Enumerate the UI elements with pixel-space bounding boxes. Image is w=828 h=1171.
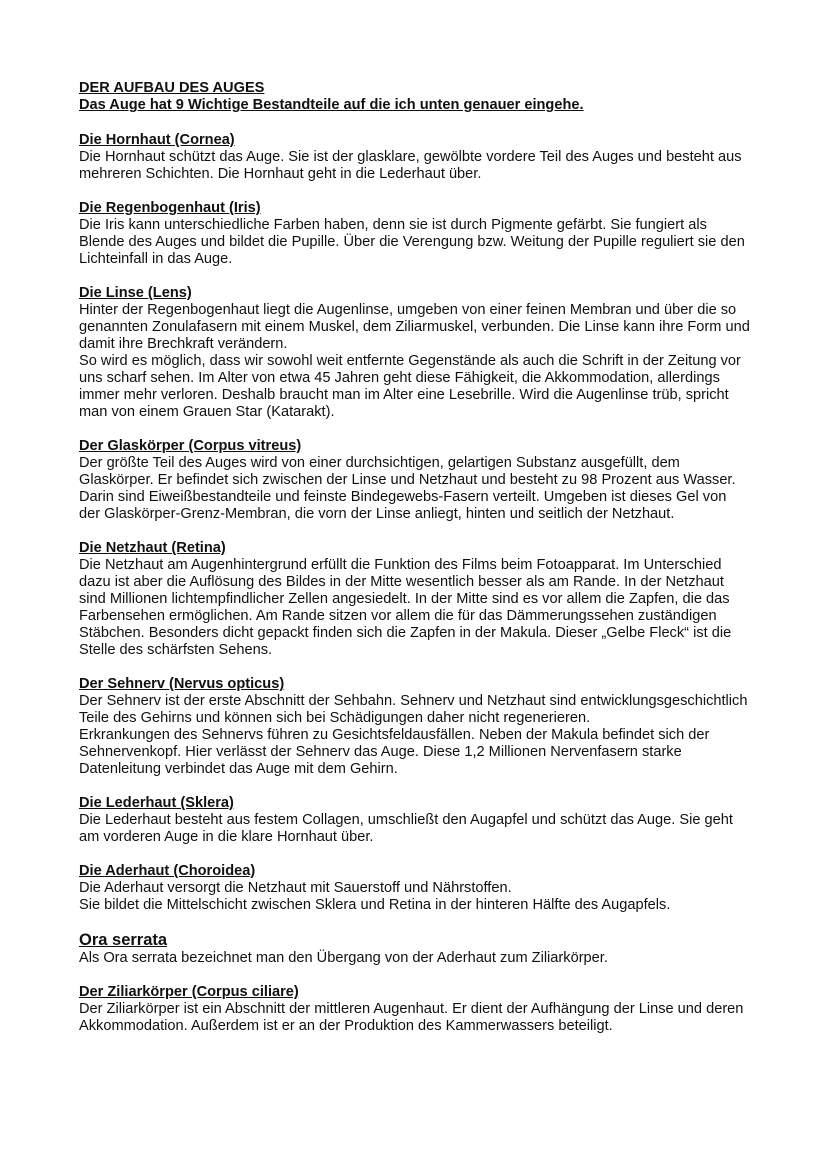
section-hornhaut: [79, 132, 751, 183]
section-paragraph: Die Lederhaut besteht aus festem Collagen, umschließt den Augapfel und schützt das Auge. Sie geht am vorderen Auge in die klare Hornhaut über.: [79, 812, 733, 845]
section-heading: Die Linse (Lens): [79, 285, 192, 301]
document-title: DER AUFBAU DES AUGES: [79, 80, 265, 96]
section-heading: Der Glaskörper (Corpus vitreus): [79, 438, 302, 454]
section-ziliarkoerper: [79, 984, 751, 1035]
section-paragraph: Als Ora serrata bezeichnet man den Übergang von der Aderhaut zum Ziliarkörper.: [79, 950, 608, 966]
section-paragraph: Erkrankungen des Sehnervs führen zu Gesichtsfeldausfällen. Neben der Makula befindet sich der Sehnervenkopf. Hier verlässt der Sehnerv das Auge. Diese 1,2 Millionen Nervenfasern starke Datenleitung verbindet das Auge mit dem Gehirn.: [79, 727, 710, 777]
section-heading: Der Sehnerv (Nervus opticus): [79, 676, 285, 692]
section-paragraph: Der Ziliarkörper ist ein Abschnitt der mittleren Augenhaut. Er dient der Aufhängung der Linse und deren Akkommodation. Außerdem ist er an der Produktion des Kammerwassers beteiligt.: [79, 1001, 744, 1034]
section-lederhaut: [79, 795, 751, 846]
section-heading: Der Ziliarkörper (Corpus ciliare): [79, 984, 299, 1000]
section-regenbogenhaut: [79, 200, 751, 268]
section-heading: Ora serrata: [79, 931, 168, 949]
section-netzhaut: [79, 540, 751, 659]
section-heading: Die Hornhaut (Cornea): [79, 132, 235, 148]
section-paragraph: Die Hornhaut schützt das Auge. Sie ist der glasklare, gewölbte vordere Teil des Auges und besteht aus mehreren Schichten. Die Hornhaut geht in die Lederhaut über.: [79, 149, 742, 182]
section-ora-serrata: [79, 931, 751, 967]
section-paragraph: Die Iris kann unterschiedliche Farben haben, denn sie ist durch Pigmente gefärbt. Sie fungiert als Blende des Auges und bildet die Pupille. Über die Verengung bzw. Weitung der Pupille reguliert sie den Lichteinfall in das Auge.: [79, 217, 745, 267]
document-page: [79, 80, 751, 1052]
section-linse: [79, 285, 751, 421]
document-subtitle: Das Auge hat 9 Wichtige Bestandteile auf die ich unten genauer eingehe.: [79, 97, 584, 113]
section-sehnerv: [79, 676, 751, 778]
section-heading: Die Lederhaut (Sklera): [79, 795, 234, 811]
section-heading: Die Netzhaut (Retina): [79, 540, 226, 556]
section-paragraph: Der Sehnerv ist der erste Abschnitt der Sehbahn. Sehnerv und Netzhaut sind entwicklungsgeschichtlich Teile des Gehirns und können sich bei Schädigungen daher nicht regenerieren.: [79, 693, 748, 726]
section-paragraph: Die Netzhaut am Augenhintergrund erfüllt die Funktion des Films beim Fotoapparat. Im Unterschied dazu ist aber die Auflösung des Bildes in der Mitte wesentlich besser als am Rande. In der Netzhaut sind Millionen lichtempfindlicher Zellen angesiedelt. In der Mitte sind es vor allem die Zapfen, die das Farbensehen ermöglichen. Am Rande sitzen vor allem die für das Dämmerungssehen zuständigen Stäbchen. Besonders dicht gepackt finden sich die Zapfen in der Makula. Dieser „Gelbe Fleck“ ist die Stelle des schärfsten Sehens.: [79, 557, 732, 658]
section-heading: Die Regenbogenhaut (Iris): [79, 200, 261, 216]
section-paragraph: Sie bildet die Mittelschicht zwischen Sklera und Retina in der hinteren Hälfte des Augapfels.: [79, 897, 671, 913]
section-paragraph: Hinter der Regenbogenhaut liegt die Augenlinse, umgeben von einer feinen Membran und über die so genannten Zonulafasern mit einem Muskel, dem Ziliarmuskel, verbunden. Die Linse kann ihre Form und damit ihre Brechkraft verändern.: [79, 302, 750, 352]
section-heading: Die Aderhaut (Choroidea): [79, 863, 256, 879]
section-paragraph: So wird es möglich, dass wir sowohl weit entfernte Gegenstände als auch die Schrift in der Zeitung vor uns scharf sehen. Im Alter von etwa 45 Jahren geht diese Fähigkeit, die Akkommodation, allerdings immer mehr verloren. Deshalb braucht man im Alter eine Lesebrille. Wird die Augenlinse trüb, spricht man von einem Grauen Star (Katarakt).: [79, 353, 741, 420]
section-paragraph: Die Aderhaut versorgt die Netzhaut mit Sauerstoff und Nährstoffen.: [79, 880, 512, 896]
section-aderhaut: [79, 863, 751, 914]
section-paragraph: Der größte Teil des Auges wird von einer durchsichtigen, gelartigen Substanz ausgefüllt, dem Glaskörper. Er befindet sich zwischen der Linse und Netzhaut und besteht zu 98 Prozent aus Wasser. Darin sind Eiweißbestandteile und feinste Bindegewebs-Fasern verteilt. Umgeben ist dieses Gel von der Glaskörper-Grenz-Membran, die vorn der Linse anliegt, hinten und seitlich der Netzhaut.: [79, 455, 736, 522]
section-glaskoerper: [79, 438, 751, 523]
